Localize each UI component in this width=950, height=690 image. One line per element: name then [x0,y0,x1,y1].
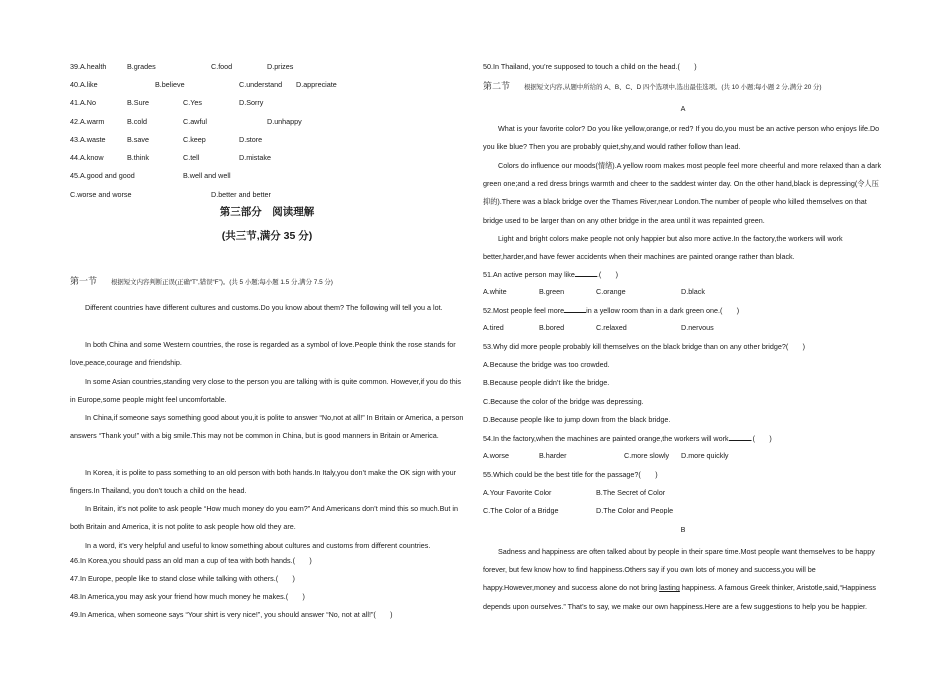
question-51-paren: .( ) [596,270,619,279]
option-c: C.tell [183,153,200,162]
option-a: 41.A.No [70,98,96,107]
option-a: 45.A.good and good [70,171,135,180]
question-53-option-c: C.Because the color of the bridge was depressing. [483,397,644,406]
option-d: D.unhappy [267,117,302,126]
section-2-instructions: 根据短文内容,从题中所给的 A、B、C、D 四个选项中,选出最佳选项。(共 10 小题;每小题 2 分,满分 20 分) [524,84,822,91]
cloze-row-43 [70,135,464,144]
option-b: B.Sure [127,98,149,107]
option-d: D.mistake [239,153,271,162]
option-b: B.bored [539,323,565,332]
option-c: C.Yes [183,98,202,107]
question-53: 53.Why did more people probably kill themselves on the black bridge than on any other bridge?( ) [483,342,806,351]
cloze-row-42 [70,117,464,126]
passage-paragraph-1: Different countries have different cultures and customs.Do you know about them? The following will tell you a lot. [85,303,443,312]
question-46: 46.In Korea,you should pass an old man a cup of tea with both hands.( ) [70,556,312,565]
cloze-row-39 [70,62,464,71]
option-a: A.Your Favorite Color [483,488,552,497]
passage-a-paragraph-2: Colors do influence our moods(情绪).A yellow room makes most people feel more cheerful and more relaxed than a dark green one;and a red dress brings warmth and cheer to the saddest winter day. On the other hand,black is depressing(令人压抑的).There was a black bridge over the Thames River,near London.The number of people who killed themselves on that bridge used to be larger than on any other bridge in the area until it was repainted green. [483,161,882,225]
option-a: 43.A.waste [70,135,106,144]
passage-b-text-2: happiness. A famous Greek thinker, Aristotle,said,“Happiness depends upon ourselves.” That’s to say, we make our own happiness.Here are a few suggestions to help you be happier. [483,583,877,611]
option-a: 44.A.know [70,153,104,162]
cloze-row-44 [70,153,464,162]
section-2-title: 第二节 [483,81,511,91]
option-c: C.more slowly [624,451,670,460]
option-c: C.relaxed [596,323,627,332]
option-d: D.The Color and People [596,506,674,515]
cloze-row-45-cont [70,190,464,199]
cloze-row-41 [70,98,464,107]
passage-paragraph-6: In Britain, it’s not polite to ask people “How much money do you earn?” And Americans don’t mind this so much.But in both Britain and America, it is not polite to ask people how old they are. [70,504,459,532]
option-d: D.prizes [267,62,294,71]
option-b: B.well and well [183,171,231,180]
option-d: D.nervous [681,323,714,332]
section-2-header [483,82,883,92]
question-52 [483,305,739,315]
answer-blank[interactable] [564,305,586,313]
question-54-paren: .( ) [750,434,772,443]
option-a: A.white [483,287,507,296]
question-48: 48.In America,you may ask your friend how much money he makes.( ) [70,592,305,601]
passage-a-paragraph-1: What is your favorite color? Do you like yellow,orange,or red? If you do,you must be an active person who enjoys life.Do you like blue? Then you are probably quiet,shy,and would rather follow than lead. [483,124,880,152]
passage-paragraph-7: In a word, it’s very helpful and useful to know something about cultures and customs from different countries. [85,541,431,550]
option-d: D.better and better [211,190,271,199]
question-52-stem: 52.Most people feel more [483,306,565,315]
passage-paragraph-4: In China,if someone says something good about you,it is polite to answer “No,not at all!” In Britain or America, a person answers “Thank you!” with a big smile.This may not be common in China, but is good manners in Britain or America. [70,413,464,441]
question-55-options-row-2 [483,506,883,515]
passage-paragraph-3: In some Asian countries,standing very close to the person you are talking with is quite common. However,if you do this in Europe,some people might feel uncomfortable. [70,377,461,405]
option-a: 39.A.health [70,62,107,71]
passage-b-text-1: Sadness and happiness are often talked about by people in their spare time.Most people want themselves to be happy forever, but few know how to find happiness.Others say if you own lots of money and success,you will be happy.However,money and success alone do not bring [483,547,875,593]
option-a: A.tired [483,323,504,332]
section-1-title: 第一节 [70,276,98,286]
option-b: B.harder [539,451,567,460]
option-a: 42.A.warm [70,117,105,126]
option-c: C.orange [596,287,626,296]
passage-paragraph-2: In both China and some Western countries, the rose is regarded as a symbol of love.People think the rose stands for love,peace,courage and friendship. [70,340,456,368]
question-47: 47.In Europe, people like to stand close while talking with others.( ) [70,574,295,583]
option-b: B.believe [155,80,185,89]
option-b: B.cold [127,117,147,126]
answer-blank[interactable] [575,269,597,277]
answer-blank[interactable] [729,433,751,441]
option-b: B.grades [127,62,156,71]
section-1-instructions: 根据短文内容判断正误(正确“T”,错误“F”)。(共 5 小题;每小题 1.5 分,满分 7.5 分) [111,279,333,286]
question-54 [483,433,772,443]
option-d: D.store [239,135,263,144]
question-53-option-b: B.Because people didn’t like the bridge. [483,378,610,387]
option-c: C.The Color of a Bridge [483,506,559,515]
option-b: B.save [127,135,149,144]
option-c: C.awful [183,117,207,126]
question-52-rest: in a yellow room than in a dark green one.( ) [586,306,740,315]
option-a: 40.A.like [70,80,98,89]
question-51 [483,269,618,279]
option-c: C.food [211,62,233,71]
question-53-option-d: D.Because people like to jump down from the black bridge. [483,415,671,424]
option-d: D.appreciate [296,80,337,89]
question-50: 50.In Thailand, you’re supposed to touch a child on the head.( ) [483,62,697,71]
section-1-header [70,277,464,287]
question-55-options-row-1 [483,488,883,497]
option-c: C.keep [183,135,206,144]
question-51-options [483,287,883,296]
option-c: C.worse and worse [70,190,132,199]
passage-a-label: A [680,104,686,113]
part-title: 第三部分 阅读理解 [219,206,315,218]
passage-b-paragraph-1 [483,543,883,616]
option-d: D.Sorry [239,98,264,107]
option-d: D.black [681,287,705,296]
passage-a-paragraph-3: Light and bright colors make people not only happier but also more active.In the factory,the workers will work better,harder,and have fewer accidents when their machines are painted orange rather than black. [483,234,843,262]
question-55: 55.Which could be the best title for the passage?( ) [483,470,658,479]
underlined-word: lasting [659,583,680,593]
option-a: A.worse [483,451,509,460]
question-53-option-a: A.Because the bridge was too crowded. [483,360,610,369]
option-c: C.understand [239,80,283,89]
option-b: B.The Secret of Color [596,488,666,497]
cloze-row-40 [70,80,464,89]
passage-b-label: B [680,525,686,534]
cloze-row-45 [70,171,464,180]
option-b: B.think [127,153,149,162]
passage-paragraph-5: In Korea, it is polite to pass something to an old person with both hands.In Italy,you don’t make the OK sign with your fingers.In Thailand, you don’t touch a child on the head. [70,468,457,496]
question-51-stem: 51.An active person may like [483,270,575,279]
question-52-options [483,323,883,332]
part-subtitle: (共三节,满分 35 分) [221,230,313,242]
question-54-stem: 54.In the factory,when the machines are painted orange,the workers will work [483,434,729,443]
question-54-options [483,451,883,460]
option-d: D.more quickly [681,451,729,460]
option-b: B.green [539,287,565,296]
question-49: 49.In America, when someone says “Your shirt is very nice!”, you should answer “No, not at all!”( ) [70,610,393,619]
